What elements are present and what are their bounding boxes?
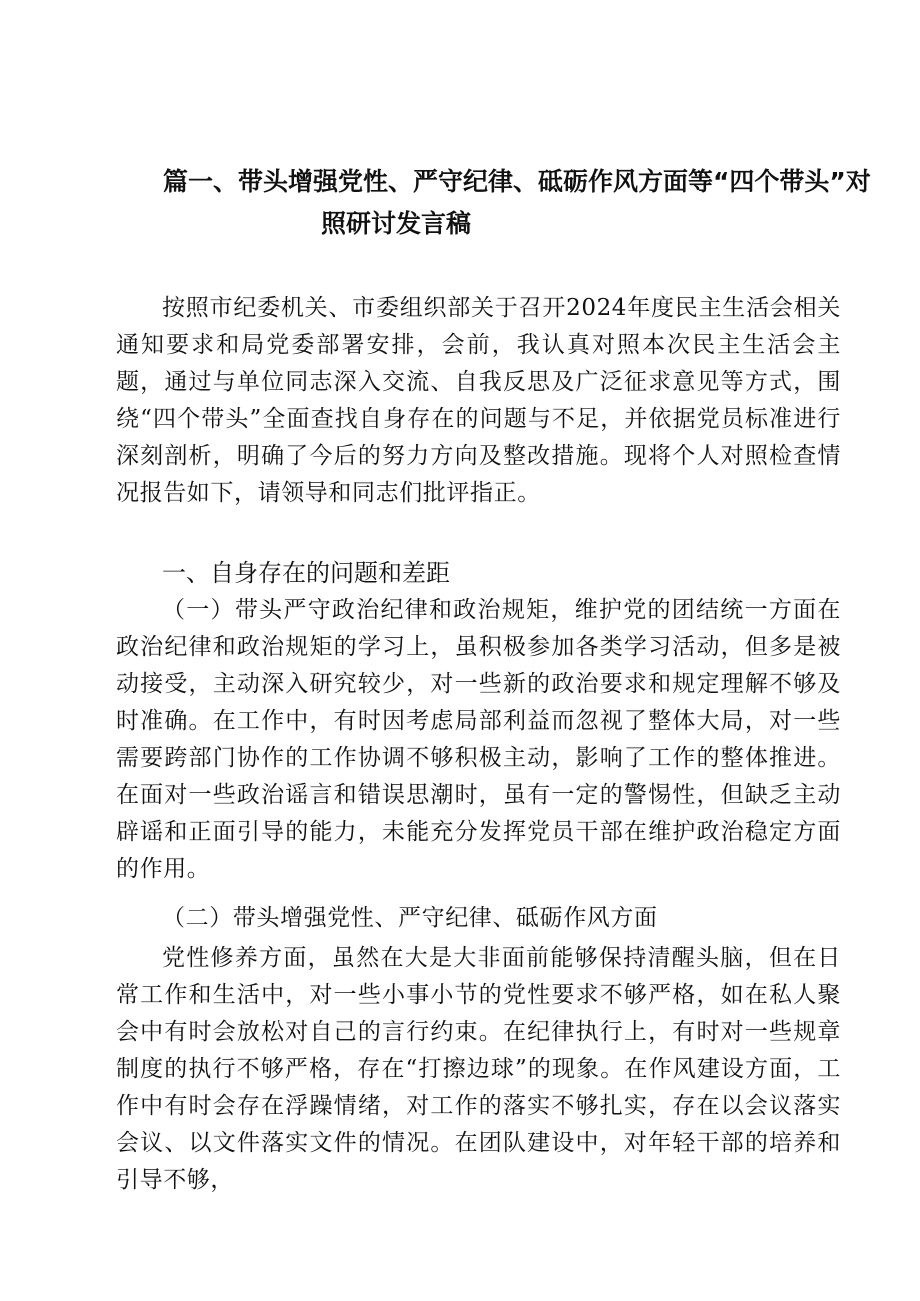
- document-title-line-2: 照研讨发言稿: [321, 209, 472, 238]
- subsection-2-heading: （二）带头增强党性、严守纪律、砥砺作风方面: [162, 905, 658, 931]
- section-heading-problems: 一、自身存在的问题和差距: [162, 559, 450, 587]
- intro-paragraph: 按照市纪委机关、市委组织部关于召开2024年度民主生活会相关通知要求和局党委部署安排，会前，我认真对照本次民主生活会主题，通过与单位同志深入交流、自我反思及广泛征求意见等方式，围绕“四个带头”全面查找自身存在的问题与不足，并依据党员标准进行深刻剖析，明确了今后的努力方向及整改措施。现将个人对照检查情况报告如下，请领导和同志们批评指正。: [116, 295, 841, 506]
- subsection-2-paragraph: 党性修养方面，虽然在大是大非面前能够保持清醒头脑，但在日常工作和生活中，对一些小事小节的党性要求不够严格，如在私人聚会中有时会放松对自己的言行约束。在纪律执行上，有时对一些规章制度的执行不够严格，存在“打擦边球”的现象。在作风建设方面，工作中有时会存在浮躁情绪，对工作的落实不够扎实，存在以会议落实会议、以文件落实文件的情况。在团队建设中，对年轻干部的培养和引导不够，: [116, 945, 841, 1193]
- subsection-1-paragraph: （一）带头严守政治纪律和政治规矩，维护党的团结统一方面在政治纪律和政治规矩的学习上，虽积极参加各类学习活动，但多是被动接受，主动深入研究较少，对一些新的政治要求和规定理解不够及时准确。在工作中，有时因考虑局部利益而忽视了整体大局，对一些需要跨部门协作的工作协调不够积极主动，影响了工作的整体推进。在面对一些政治谣言和错误思潮时，虽有一定的警惕性，但缺乏主动辟谣和正面引导的能力，未能充分发挥党员干部在维护政治稳定方面的作用。: [116, 597, 841, 882]
- document-title-line-1: 篇一、带头增强党性、严守纪律、砥砺作风方面等“四个带头”对: [163, 167, 871, 196]
